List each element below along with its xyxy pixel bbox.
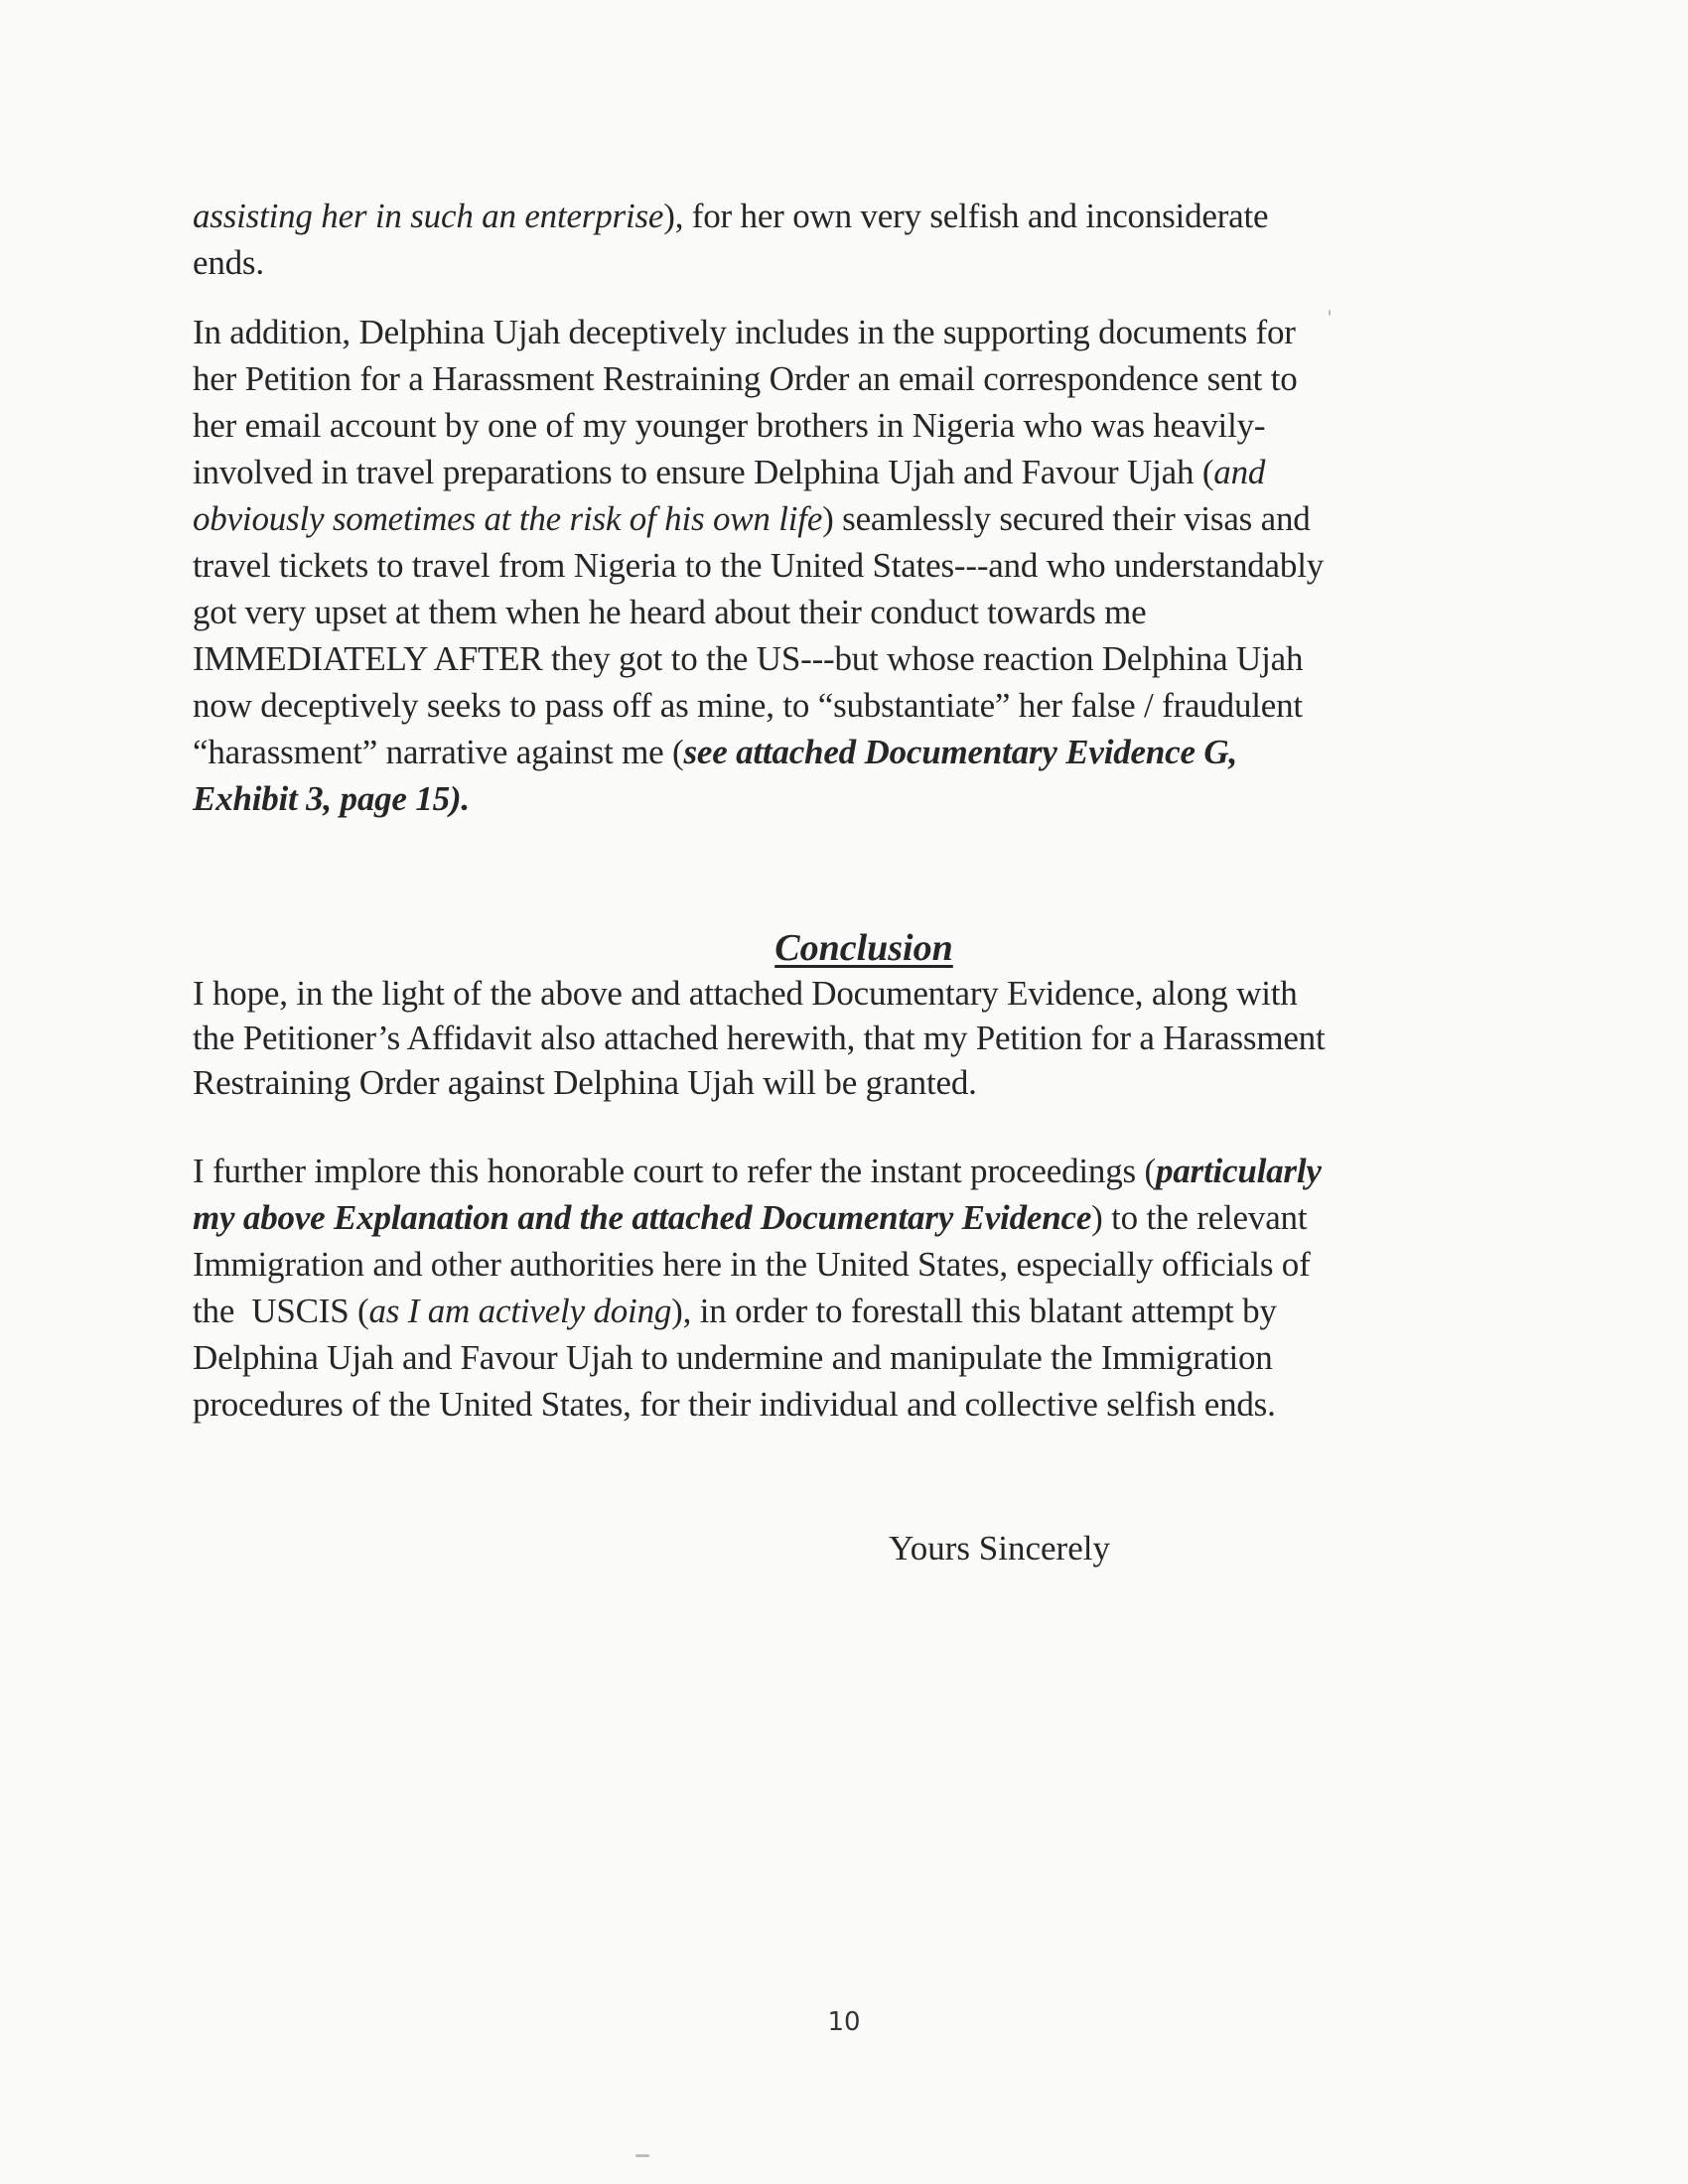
text-line: “harassment” narrative against me (see attached Documentary Evidence G,: [193, 733, 1237, 771]
text-line: my above Explanation and the attached Documentary Evidence) to the relevant: [193, 1198, 1308, 1237]
text-line: Exhibit 3, page 15).: [193, 779, 470, 818]
text-line: obviously sometimes at the risk of his own life) seamlessly secured their visas and: [193, 499, 1311, 538]
text-line: I further implore this honorable court to refer the instant proceedings (particularly: [193, 1152, 1322, 1190]
text-line: ends.: [193, 243, 264, 282]
text-line: I hope, in the light of the above and attached Documentary Evidence, along with: [193, 974, 1298, 1013]
text-line: Delphina Ujah and Favour Ujah to undermine and manipulate the Immigration: [193, 1338, 1273, 1377]
text-line: the USCIS (as I am actively doing), in order to forestall this blatant attempt by: [193, 1292, 1277, 1330]
text-line: involved in travel preparations to ensure Delphina Ujah and Favour Ujah (and: [193, 453, 1266, 491]
closing-salutation: Yours Sincerely: [889, 1529, 1110, 1568]
text-line: got very upset at them when he heard about their conduct towards me: [193, 593, 1147, 631]
text-line: the Petitioner’s Affidavit also attached herewith, that my Petition for a Harassment: [193, 1019, 1326, 1057]
text-line: In addition, Delphina Ujah deceptively includes in the supporting documents for: [193, 313, 1296, 351]
text-line: procedures of the United States, for their individual and collective selfish ends.: [193, 1385, 1276, 1424]
text-line: Restraining Order against Delphina Ujah will be granted.: [193, 1063, 977, 1102]
text-line: now deceptively seeks to pass off as mine, to “substantiate” her false / fraudulent: [193, 686, 1303, 725]
text-line: her Petition for a Harassment Restraining Order an email correspondence sent to: [193, 359, 1298, 398]
page-number: 10: [827, 2007, 861, 2037]
text-line: assisting her in such an enterprise), for her own very selfish and inconsiderate: [193, 197, 1269, 235]
scan-artifact: [1329, 310, 1331, 316]
text-line: Immigration and other authorities here in the United States, especially officials of: [193, 1245, 1311, 1284]
conclusion-heading: Conclusion: [774, 927, 953, 969]
text-line: travel tickets to travel from Nigeria to the United States---and who understandably: [193, 546, 1325, 585]
text-line: her email account by one of my younger brothers in Nigeria who was heavily-: [193, 406, 1266, 445]
text-line: IMMEDIATELY AFTER they got to the US---but whose reaction Delphina Ujah: [193, 639, 1304, 678]
scan-artifact: [635, 2154, 649, 2157]
